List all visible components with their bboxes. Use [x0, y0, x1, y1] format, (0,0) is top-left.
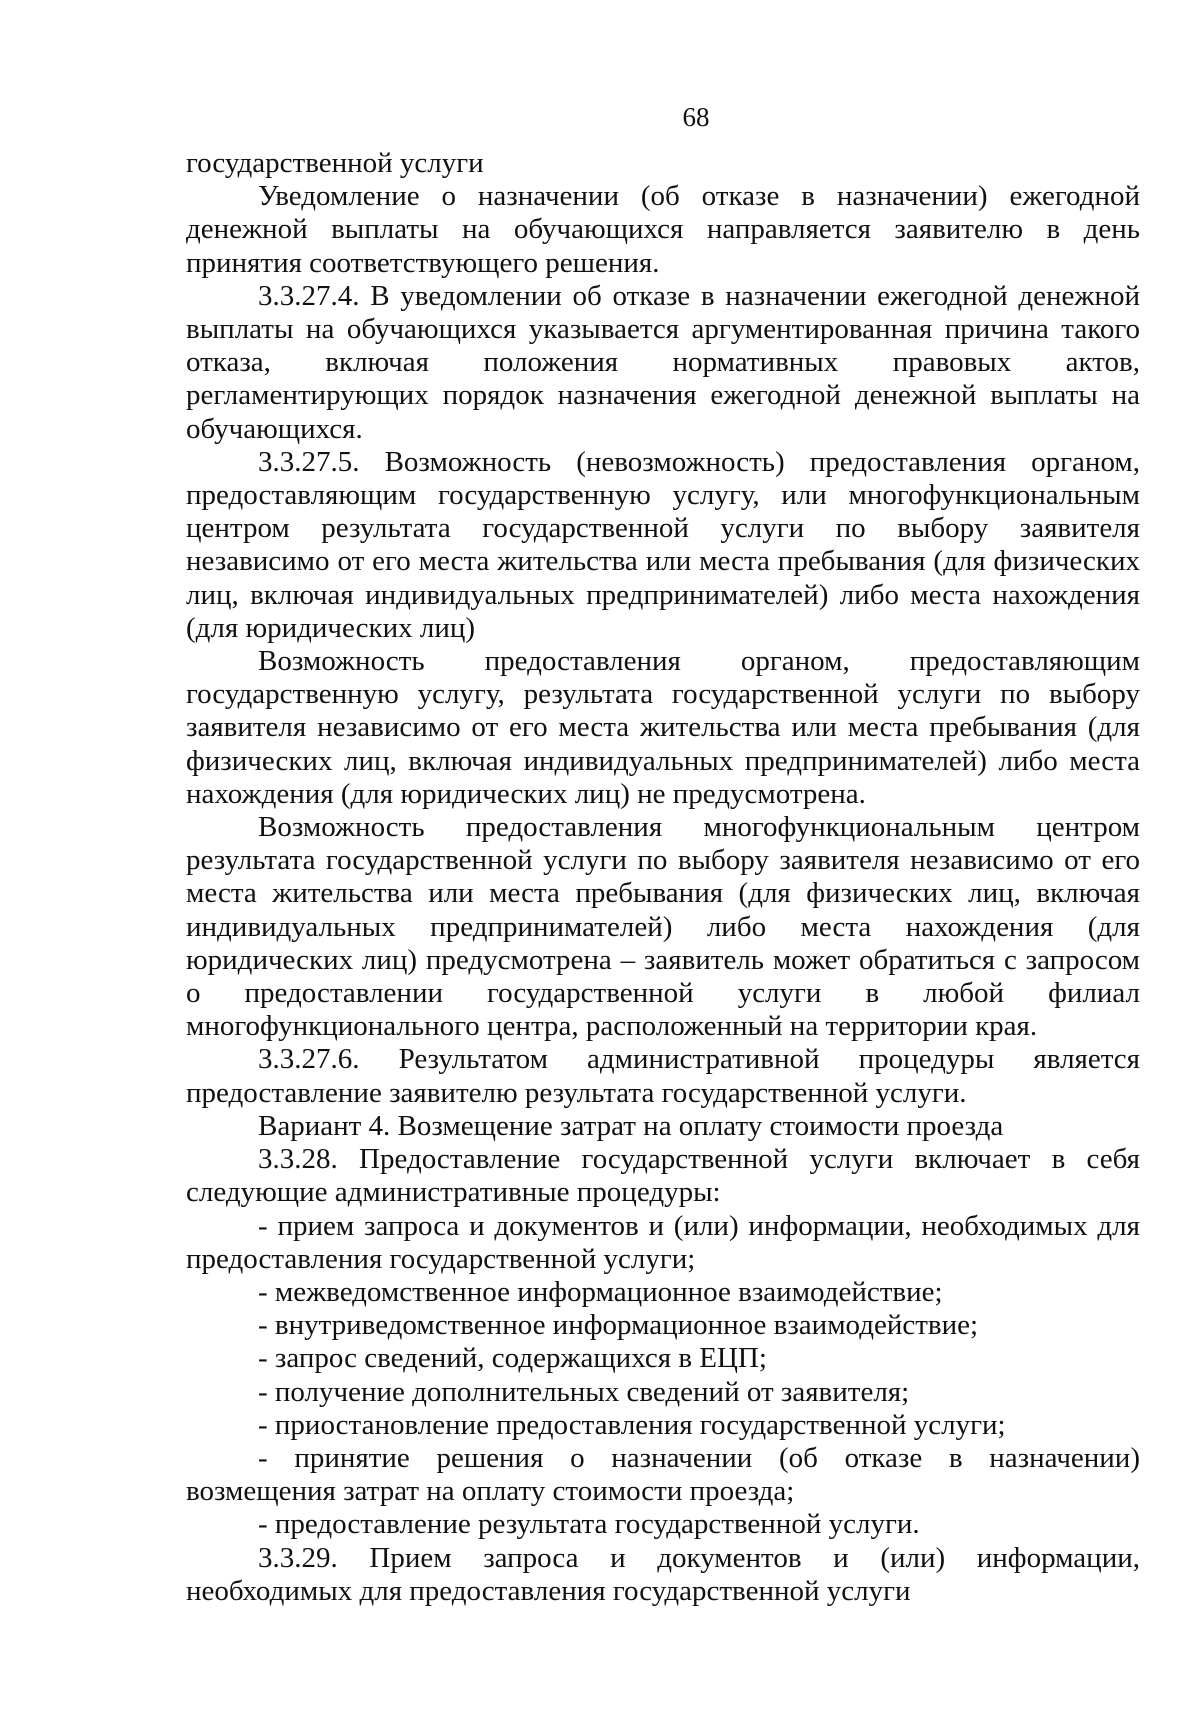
list-item: - принятие решения о назначении (об отказе в назначении) возмещения затрат на оплату стоимости проезда;: [186, 1441, 1140, 1508]
section-heading: Вариант 4. Возмещение затрат на оплату стоимости проезда: [258, 1109, 1004, 1142]
list-item: - межведомственное информационное взаимодействие;: [258, 1275, 943, 1308]
list-item: - предоставление результата государственной услуги.: [258, 1508, 920, 1541]
paragraph: Уведомление о назначении (об отказе в назначении) ежегодной денежной выплаты на обучающихся направляется заявителю в день принятия соответствующего решения.: [186, 180, 1140, 279]
paragraph: 3.3.29. Прием запроса и документов и (или) информации, необходимых для предоставления государственной услуги: [186, 1541, 1140, 1607]
list-item: - приостановление предоставления государственной услуги;: [258, 1408, 1006, 1441]
list-item: - внутриведомственное информационное взаимодействие;: [258, 1309, 979, 1342]
paragraph: 3.3.28. Предоставление государственной услуги включает в себя следующие административные процедуры:: [186, 1143, 1140, 1209]
list-item: - прием запроса и документов и (или) информации, необходимых для предоставления государственной услуги;: [186, 1209, 1140, 1275]
list-item: - получение дополнительных сведений от заявителя;: [258, 1375, 910, 1408]
paragraph: 3.3.27.4. В уведомлении об отказе в назначении ежегодной денежной выплаты на обучающихся указывается аргументированная причина такого отказа, включая положения нормативных правовых актов, регламентирующих порядок назначения ежегодной денежной выплаты на обучающихся.: [186, 279, 1140, 445]
list-item: - запрос сведений, содержащихся в ЕЦП;: [258, 1342, 767, 1375]
paragraph: Возможность предоставления органом, предоставляющим государственную услугу, результата государственной услуги по выбору заявителя независимо от его места жительства или места пребывания (для физических лиц, включая индивидуальных предпринимателей) либо места нахождения (для юридических лиц) не предусмотрена.: [186, 645, 1140, 810]
page-number: 68: [682, 102, 710, 132]
paragraph: 3.3.27.6. Результатом административной процедуры является предоставление заявителю результата государственной услуги.: [186, 1043, 1140, 1109]
paragraph: 3.3.27.5. Возможность (невозможность) предоставления органом, предоставляющим государственную услугу, или многофункциональным центром результата государственной услуги по выбору заявителя независимо от его места жительства или места пребывания (для физических лиц, включая индивидуальных предпринимателей) либо места нахождения (для юридических лиц): [186, 445, 1140, 644]
paragraph: государственной услуги: [186, 147, 484, 179]
document-body: [186, 147, 1140, 1608]
paragraph: Возможность предоставления многофункциональным центром результата государственной услуги по выбору заявителя независимо от его места жительства или места пребывания (для физических лиц, включая индивидуальных предпринимателей) либо места нахождения (для юридических лиц) предусмотрена – заявитель может обратиться с запросом о предоставлении государственной услуги в любой филиал многофункционального центра, расположенный на территории края.: [186, 811, 1140, 1043]
